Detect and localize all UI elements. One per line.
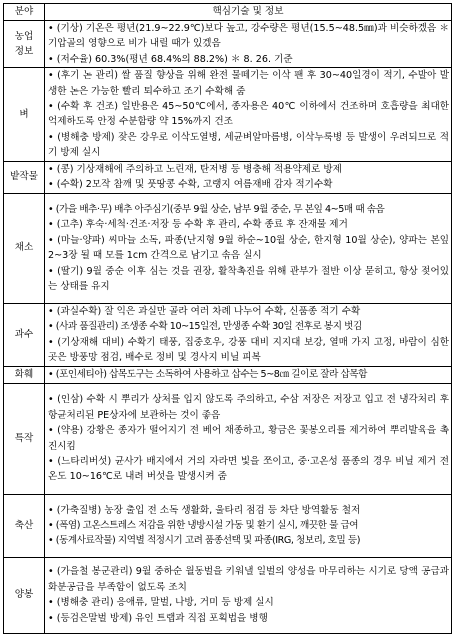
content-cell [45,383,452,494]
category-cell: 채소 [4,193,45,303]
header-row [4,4,452,21]
info-item: • (병해충 방제) 잦은 강우로 이삭도열병, 세균벼알마름병, 이삭누룩병 등 발생이 우려되므로 적기 방제 실시 [48,131,449,159]
table-row [4,303,452,366]
table-row [4,366,452,383]
header-content: 핵심기술 및 정보 [45,4,452,21]
category-cell: 화훼 [4,366,45,383]
info-item: • (수확) 2모작 참깨 및 풋땅콩 수확, 고랭지 여름재배 감자 적기수확 [48,179,333,191]
category-cell: 밭작물 [4,161,45,193]
table-body [4,21,452,634]
content-cell [45,193,452,303]
info-item: • (포인세티아) 삽목도구는 소독하여 사용하고 삽수는 5~8㎝ 길이로 잘라 삽목함 [48,368,367,380]
info-item: • (기상재해 대비) 수확기 태풍, 집중호우, 강풍 대비 지지대 보강, 열매 가지 고정, 바람이 심한 곳은 방풍망 점검, 배수로 정비 및 경사지 비닐 피복 [48,336,449,364]
info-item: • (마늘·양파) 씨마늘 소독, 파종(난지형 9월 하순~10월 상순, 한지형 10월 상순), 양파는 본잎 2~3장 될 때 모를 1cm 간격으로 남기고 솎음 실시 [48,234,449,262]
category-cell: 양봉 [4,557,45,633]
info-item: • (가축질병) 농장 출입 전 소독 생활화, 울타리 점검 등 차단 방역활동 철저 [48,504,361,516]
category-cell: 축산 [4,494,45,557]
info-item: • (가을 배추·무) 배추 아주심기(중부 9월 상순, 남부 9월 중순, 무 본잎 4~5매 때 솎음 [48,203,385,215]
info-item: • (후기 논 관리) 쌀 품질 향상을 위해 완전 물떼기는 이삭 팬 후 30~40일경이 적기, 수발아 발생한 논은 가능한 빨리 퇴수하고 조기 수확해 줌 [48,70,449,97]
category-cell: 특작 [4,383,45,494]
content-cell [45,68,452,161]
info-item: • (딸기) 9월 중순 이후 심는 것을 권장, 활착촉진을 위해 관부가 절반 이상 묻히고, 항상 젖어있는 상태를 유지 [48,265,449,292]
content-cell [45,366,452,383]
info-item: • (수확 후 건조) 일반용은 45~50℃에서, 종자용은 40℃ 이하에서 건조하며 호흡량을 최대한 억제하도록 안정 수분함량 약 15%까지 건조 [48,101,449,128]
info-item: • (과실수확) 잘 익은 과실만 골라 여러 차례 나누어 수확, 신품종 적기 수확 [48,305,361,317]
info-item: • (가을철 봉군관리) 9월 중하순 월동벌을 키워낼 일벌의 양성을 마무리하는 시기로 당액 공급과 화분공급을 부족함이 없도록 조치 [48,566,449,593]
info-item: • (인삼) 수확 시 뿌리가 상처를 입지 않도록 주의하고, 수삼 저장은 저장고 입고 전 냉각처리 후 항균처리된 PE상자에 보관하는 것이 좋음 [48,394,449,421]
header-category: 분야 [4,4,45,21]
farm-info-table [3,3,452,634]
info-item: • (폭염) 고온스트레스 저감을 위한 냉방시설 가동 및 환기 실시, 깨끗한 물 급여 [48,519,359,531]
category-cell: 과수 [4,303,45,366]
content-cell [45,161,452,193]
info-item: • (등검은말벌 방제) 유인 트랩과 직접 포획법을 병행 [48,612,268,624]
table-row [4,383,452,494]
table-row [4,68,452,161]
table-row [4,21,452,68]
info-item: • (콩) 기상재해에 주의하고 노린재, 탄저병 등 병충해 적용약제로 방제 [48,163,342,175]
content-cell [45,494,452,557]
info-item: • (고추) 후숙·세척·건조·저장 등 수확 후 관리, 수확 종료 후 잔재물 제거 [48,219,348,231]
table-row [4,193,452,303]
info-item: • (약용) 강황은 종자가 떨어지기 전 베어 채종하고, 황금은 꽃봉오리를 제거하여 뿌리발육을 촉진시킴 [48,425,449,452]
category-cell: 벼 [4,68,45,161]
table-row [4,494,452,557]
info-item: • (병해충 관리) 응애류, 말벌, 나방, 거미 등 방제 실시 [48,597,274,609]
info-item: • (사과 품질관리) 조생종 수확 10~15일전, 만생종 수확 30일 전후로 봉지 벗김 [48,321,362,333]
info-item: • (동계사료작물) 지역별 적정시기 고려 품종선택 및 파종(IRG, 청보리, 호밀 등) [48,535,361,547]
category-cell: 농업 정보 [4,21,45,68]
table-row [4,161,452,193]
content-cell [45,21,452,68]
content-cell [45,303,452,366]
info-item: • (느타리버섯) 균사가 배지에서 거의 자라면 빛을 쪼이고, 중·고온성 품종의 경우 비닐 제거 전 온도 10~16℃로 내려 버섯을 발생시켜 줌 [48,456,449,483]
info-item: • (저수율) 60.3%(평년 68.4%의 88.2%) ＊ 8. 26. 기준 [48,53,293,65]
info-item: • (기상) 기온은 평년(21.9~22.9℃)보다 높고, 강수량은 평년(15.5~48.5㎜)과 비슷하겠음 ＊ 기압골의 영향으로 비가 내릴 때가 있겠음 [48,23,449,50]
